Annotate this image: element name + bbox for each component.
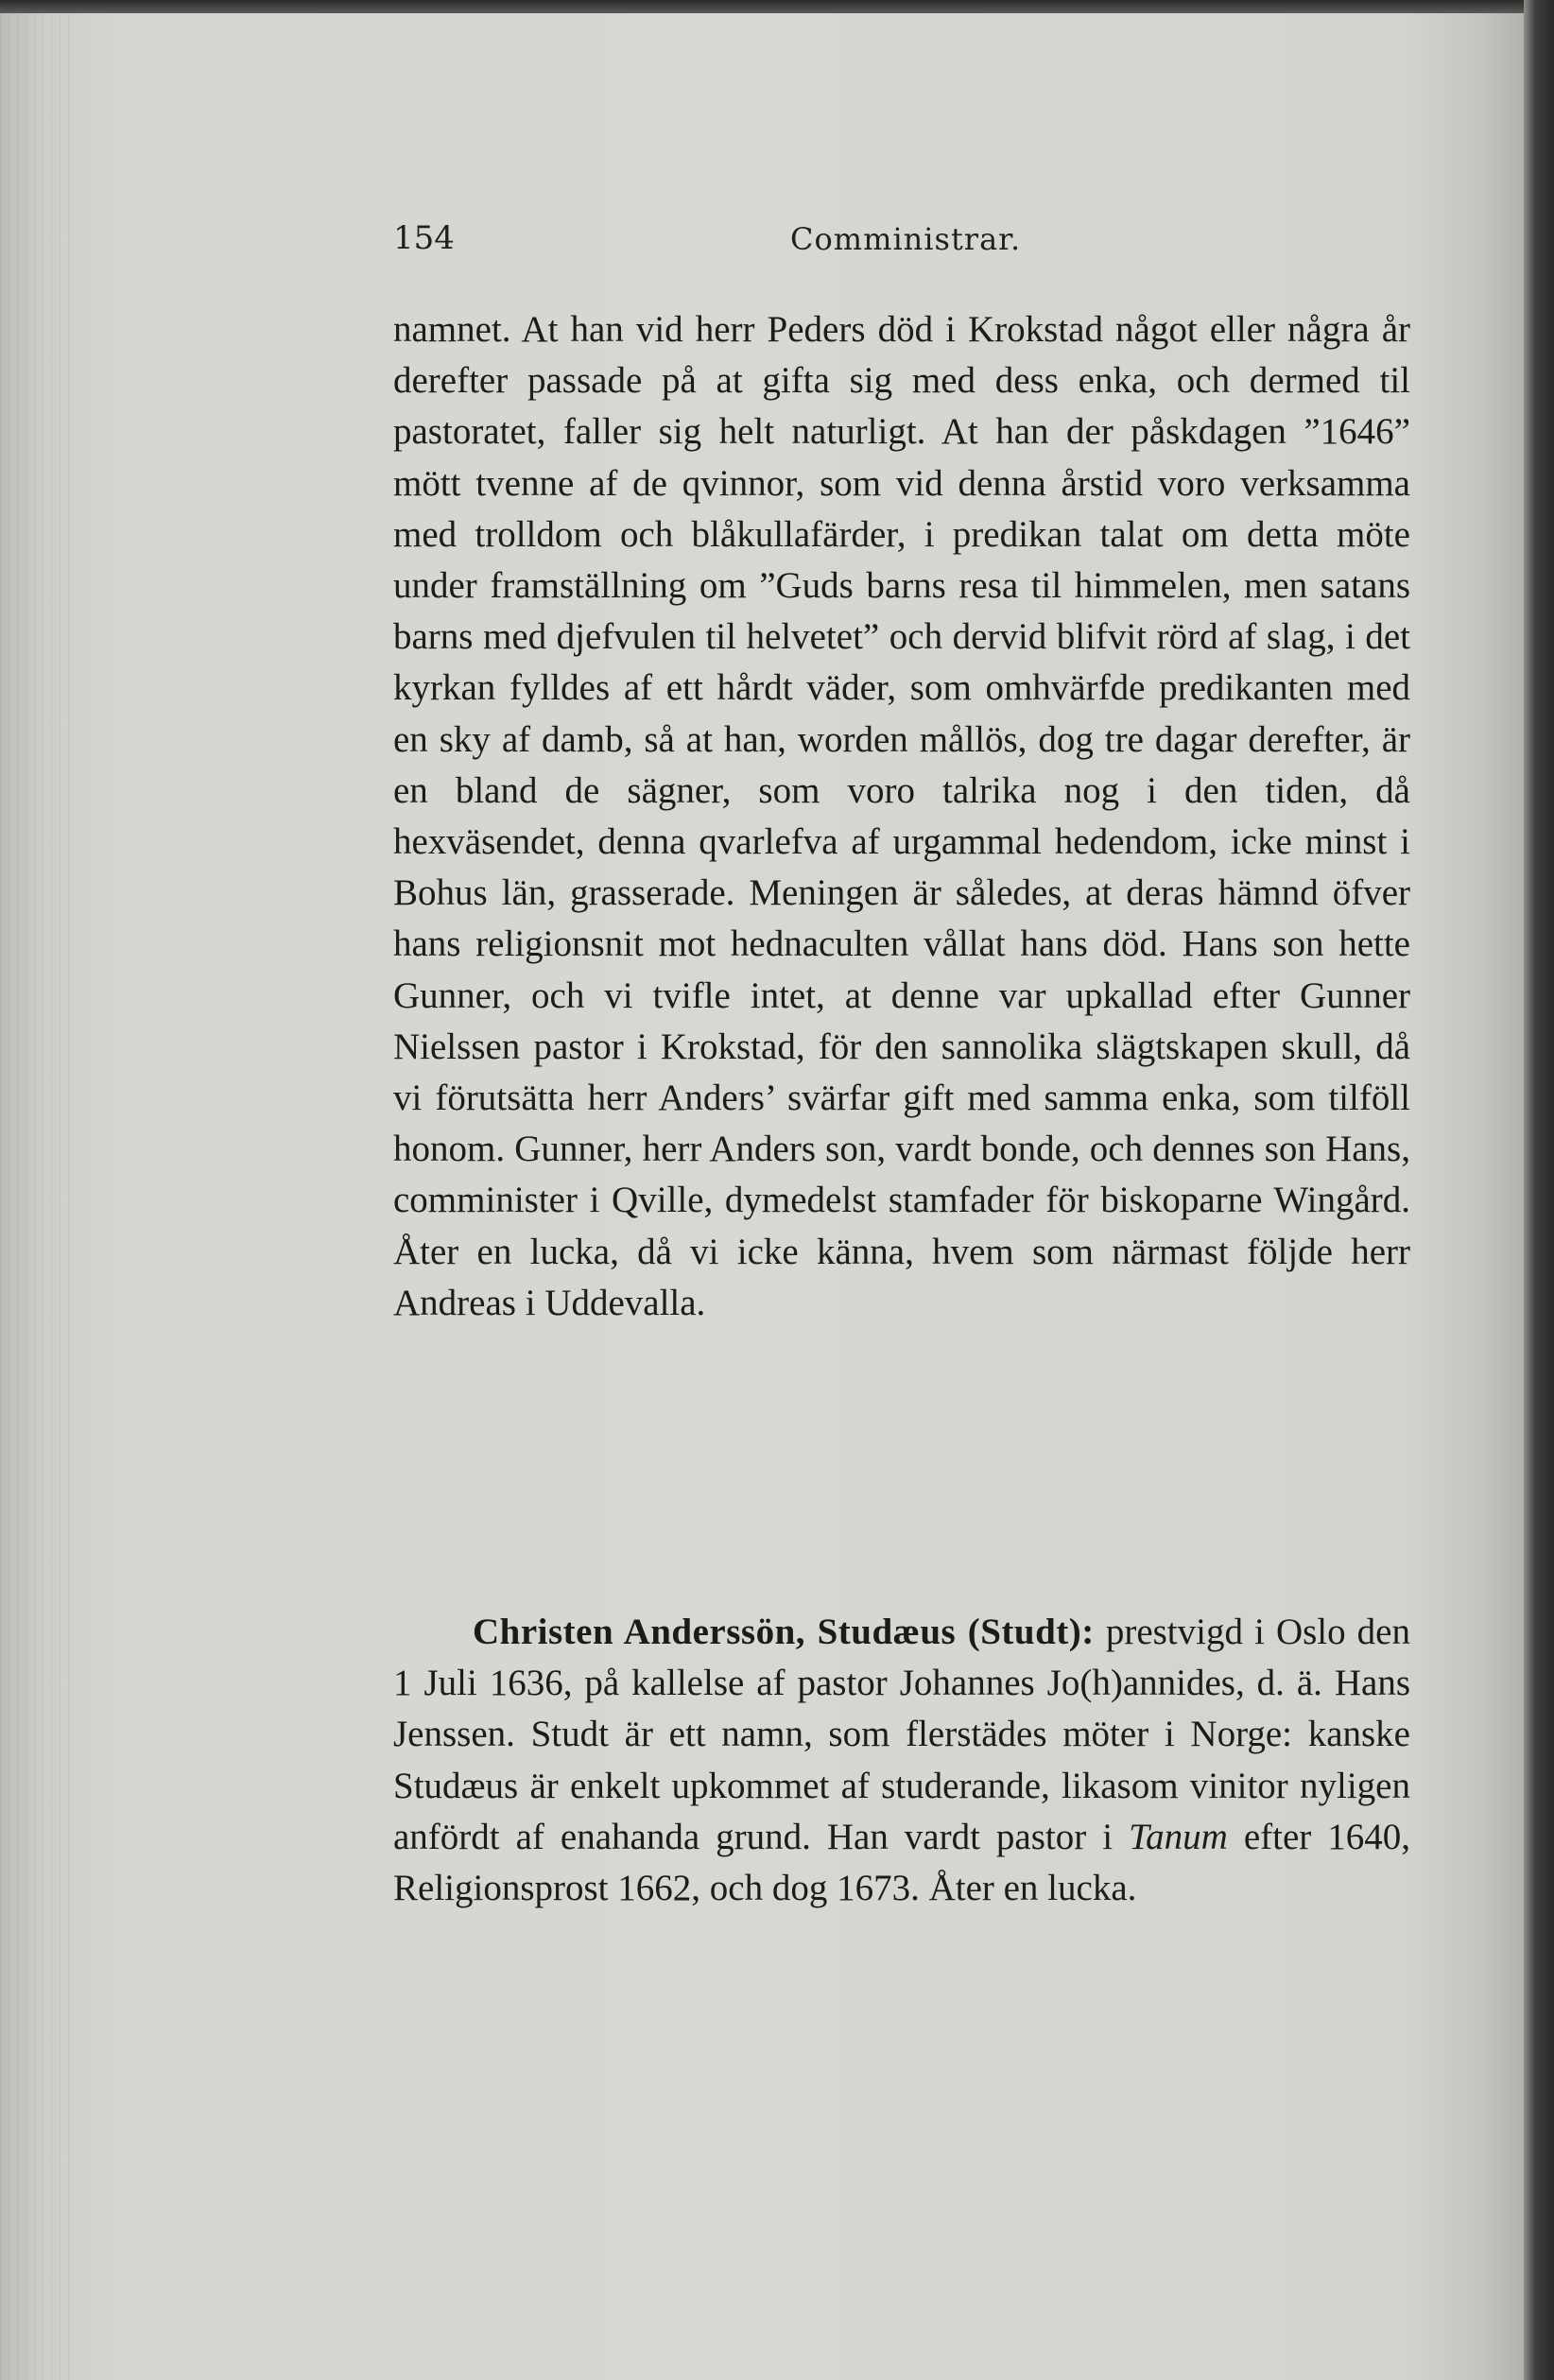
paragraph-continuation: namnet. At han vid herr Peders död i Krokstad något eller några år derefter passade på at gifta sig med dess enka, och dermed til pastoratet, faller sig helt naturligt. At han der påskdagen ”1646” mött tvenne af de qvinnor, som vid denna årstid voro verksamma med trolldom och blåkullafärder, i predikan talat om detta möte under framställning om ”Guds barns resa til himmelen, men satans barns med djefvulen til helvetet” och dervid blifvit rörd af slag, i det kyrkan fylldes af ett hårdt väder, som omhvärfde predikanten med en sky af damb, så at han, worden mållös, dog tre dagar derefter, är en bland de sägner, som voro talrika nog i den tiden, då hexväsendet, denna qvarlefva af urgammal hedendom, icke minst i Bohus län, grasserade. Meningen är således, at deras hämnd öfver hans religionsnit mot hednaculten vållat hans död. Hans son hette Gunner, och vi tvifle intet, at denne var upkallad efter Gunner Nielssen pastor i Krokstad, för den sannolika slägtskapen skull, då vi förutsätta herr Anders’ svärfar gift med samma enka, som tilföll honom. Gunner, herr Anders son, vardt bonde, och dennes son Hans, comminister i Qville, dymedelst stamfader för biskoparne Wingård. Åter en lucka, då vi icke känna, hvem som närmast följde herr Andreas i Uddevalla. [393, 309, 1410, 1323]
page-binding-shadow [0, 0, 76, 2380]
place-name: Tanum [1129, 1816, 1228, 1857]
page-number: 154 [393, 219, 455, 257]
entry-name: Christen Anderssön, Studæus (Studt): [473, 1612, 1095, 1652]
page-header [393, 219, 1424, 267]
entry-text-part1: prestvigd i Oslo den 1 Juli 1636, på kallelse af pastor Johannes Jo(h)annides, d. ä. Hans Jenssen. Studt är ett namn, som flerstädes möter i Norge: kanske Studæus är enkelt upkommet af studerande, likasom vinitor nyligen anfördt af enahanda grund. Han vardt pastor i [393, 1612, 1410, 1857]
scan-top-edge [0, 0, 1554, 13]
scan-right-edge [1524, 0, 1554, 2380]
paragraph-entry [393, 1607, 1410, 1914]
entry-text-part2: efter 1640, Religionsprost 1662, och dog 1673. Åter en lucka. [393, 1816, 1410, 1909]
running-head: Comministrar. [790, 221, 1022, 257]
